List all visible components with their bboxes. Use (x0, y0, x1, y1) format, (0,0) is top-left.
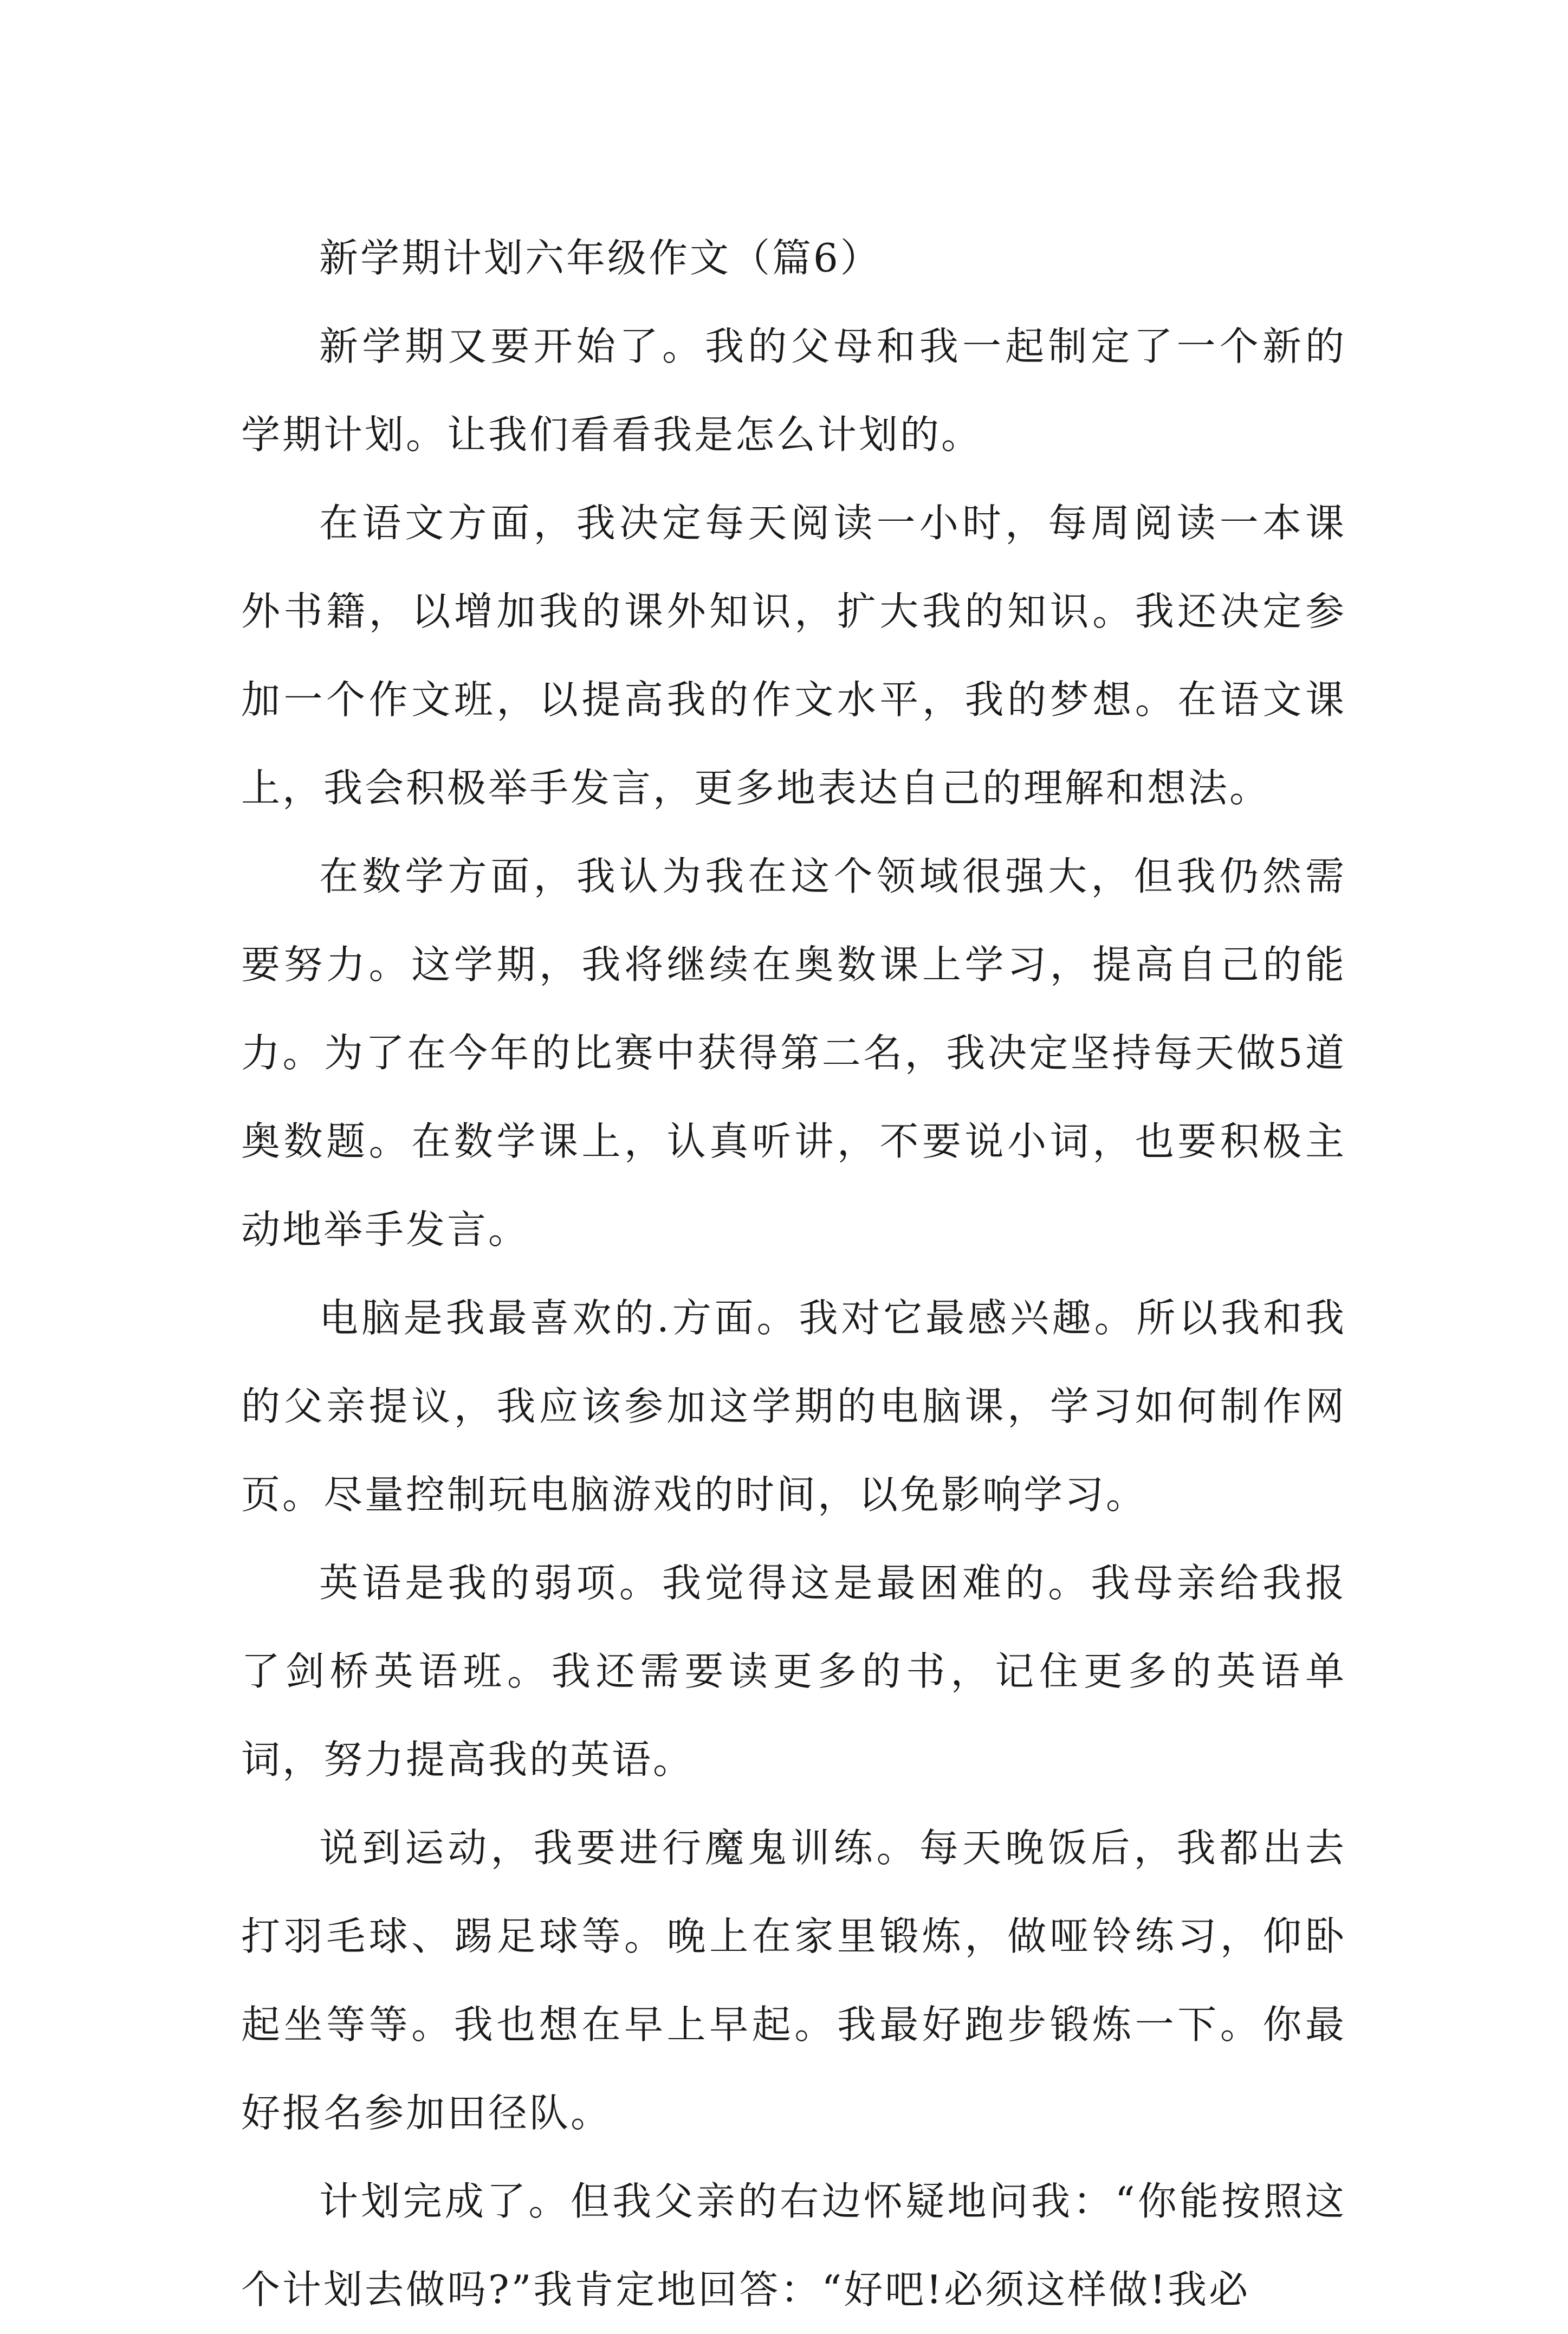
document-body (241, 214, 1346, 2334)
paragraph-chinese: 在语文方面，我决定每天阅读一小时，每周阅读一本课外书籍，以增加我的课外知识，扩大我的知识。我还决定参加一个作文班，以提高我的作文水平，我的梦想。在语文课上，我会积极举手发言，更多地表达自己的理解和想法。 (241, 500, 1346, 811)
paragraph-sports: 说到运动，我要进行魔鬼训练。每天晚饭后，我都出去打羽毛球、踢足球等。晚上在家里锻炼，做哑铃练习，仰卧起坐等等。我也想在早上早起。我最好跑步锻炼一下。你最好报名参加田径队。 (241, 1825, 1346, 2136)
paragraph-english: 英语是我的弱项。我觉得这是最困难的。我母亲给我报了剑桥英语班。我还需要读更多的书，记住更多的英语单词，努力提高我的英语。 (241, 1560, 1346, 1782)
paragraph-computer: 电脑是我最喜欢的.方面。我对它最感兴趣。所以我和我的父亲提议，我应该参加这学期的电脑课，学习如何制作网页。尽量控制玩电脑游戏的时间，以免影响学习。 (241, 1295, 1346, 1517)
paragraph-math: 在数学方面，我认为我在这个领域很强大，但我仍然需要努力。这学期，我将继续在奥数课上学习，提高自己的能力。为了在今年的比赛中获得第二名，我决定坚持每天做5道奥数题。在数学课上，认真听讲，不要说小词，也要积极主动地举手发言。 (241, 854, 1346, 1252)
paragraph-conclusion: 计划完成了。但我父亲的右边怀疑地问我：“你能按照这个计划去做吗?”我肯定地回答：“好吧!必须这样做!我必 (241, 2178, 1346, 2312)
document-title: 新学期计划六年级作文（篇6） (319, 235, 882, 281)
paragraph-intro: 新学期又要开始了。我的父母和我一起制定了一个新的学期计划。让我们看看我是怎么计划的。 (241, 324, 1346, 457)
